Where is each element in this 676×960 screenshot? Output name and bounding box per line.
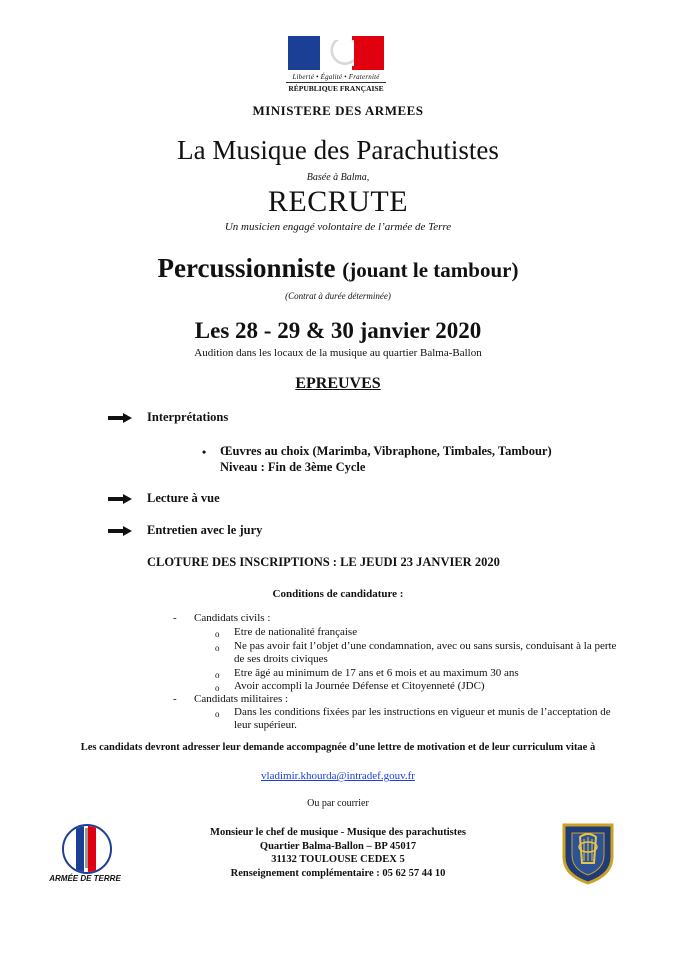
civil-condition: Etre de nationalité française	[234, 626, 358, 638]
address-line: Renseignement complémentaire : 05 62 57 44 10	[230, 867, 446, 879]
armee-de-terre-logo	[42, 824, 128, 892]
arrow-right-icon	[108, 413, 132, 423]
military-condition: Dans les conditions fixées par les instructions en vigueur et munis de l’acceptation de leur supérieur.	[234, 706, 611, 731]
civil-condition: Etre âgé au minimum de 17 ans et 6 mois et au maximum 30 ans	[234, 667, 519, 679]
epreuve-works: Œuvres au choix (Marimba, Vibraphone, Timbales, Tambour)	[220, 444, 552, 458]
ministry-title: MINISTERE DES ARMEES	[252, 103, 424, 118]
bullet-icon: •	[202, 445, 207, 459]
post-label: Ou par courrier	[307, 798, 369, 809]
recrute-heading: RECRUTE	[267, 185, 409, 218]
contact-email[interactable]: vladimir.khourda@intradef.gouv.fr	[261, 770, 415, 782]
epreuve-level: Niveau : Fin de 3ème Cycle	[220, 460, 366, 474]
address-line: Monsieur le chef de musique - Musique des parachutistes	[210, 827, 466, 838]
circle-bullet-icon: o	[215, 643, 220, 653]
civil-label: Candidats civils :	[194, 612, 271, 624]
civil-condition: Avoir accompli la Journée Défense et Citoyenneté (JDC)	[234, 680, 485, 692]
application-instructions: Les candidats devront adresser leur demande accompagnée d’une lettre de motivation et de leur curriculum vitae à	[80, 742, 596, 753]
subtitle: Un musicien engagé volontaire de l’armée de Terre	[224, 221, 452, 233]
musique-parachutistes-insignia-icon	[560, 823, 616, 885]
dash-marker: -	[173, 612, 177, 624]
circle-bullet-icon: o	[215, 629, 220, 639]
arrow-right-icon	[108, 494, 132, 504]
contract-type: (Contrat à durée déterminée)	[285, 291, 391, 301]
dash-marker: -	[173, 693, 177, 705]
contact-email-link[interactable]	[0, 770, 676, 782]
circle-bullet-icon: o	[215, 683, 220, 693]
epreuve-interpretations: Interprétations	[147, 410, 229, 424]
audition-dates: Les 28 - 29 & 30 janvier 2020	[194, 318, 482, 343]
military-label: Candidats militaires :	[194, 693, 289, 705]
address-line: Quartier Balma-Ballon – BP 45017	[259, 840, 417, 852]
based-location: Basée à Balma,	[306, 172, 370, 183]
civil-condition: Ne pas avoir fait l’objet d’une condamnation, avec ou sans sursis, conduisant à la perte de ses droits civiques	[234, 640, 617, 665]
role-main: Percussionniste	[157, 253, 336, 283]
motto: Liberté • Égalité • Fraternité	[292, 73, 380, 81]
role-title	[0, 253, 676, 284]
org-name: La Musique des Parachutistes	[177, 135, 499, 165]
epreuves-heading: EPREUVES	[295, 375, 381, 392]
epreuve-entretien: Entretien avec le jury	[147, 523, 263, 537]
circle-bullet-icon: o	[215, 709, 220, 719]
closing-date: CLOTURE DES INSCRIPTIONS : LE JEUDI 23 JANVIER 2020	[147, 555, 500, 569]
role-detail: (jouant le tambour)	[342, 258, 519, 282]
epreuve-lecture: Lecture à vue	[147, 491, 220, 505]
armee-emblem-icon	[62, 824, 112, 874]
address-line: 31132 TOULOUSE CEDEX 5	[271, 854, 405, 865]
conditions-heading: Conditions de candidature :	[272, 588, 404, 600]
arrow-right-icon	[108, 526, 132, 536]
audition-location: Audition dans les locaux de la musique au quartier Balma-Ballon	[194, 347, 482, 359]
republic-label: RÉPUBLIQUE FRANÇAISE	[286, 82, 386, 93]
circle-bullet-icon: o	[215, 670, 220, 680]
republique-francaise-logo	[286, 36, 386, 93]
marianne-flag-icon	[288, 36, 384, 70]
armee-label: ARMÉE DE TERRE	[49, 874, 121, 883]
